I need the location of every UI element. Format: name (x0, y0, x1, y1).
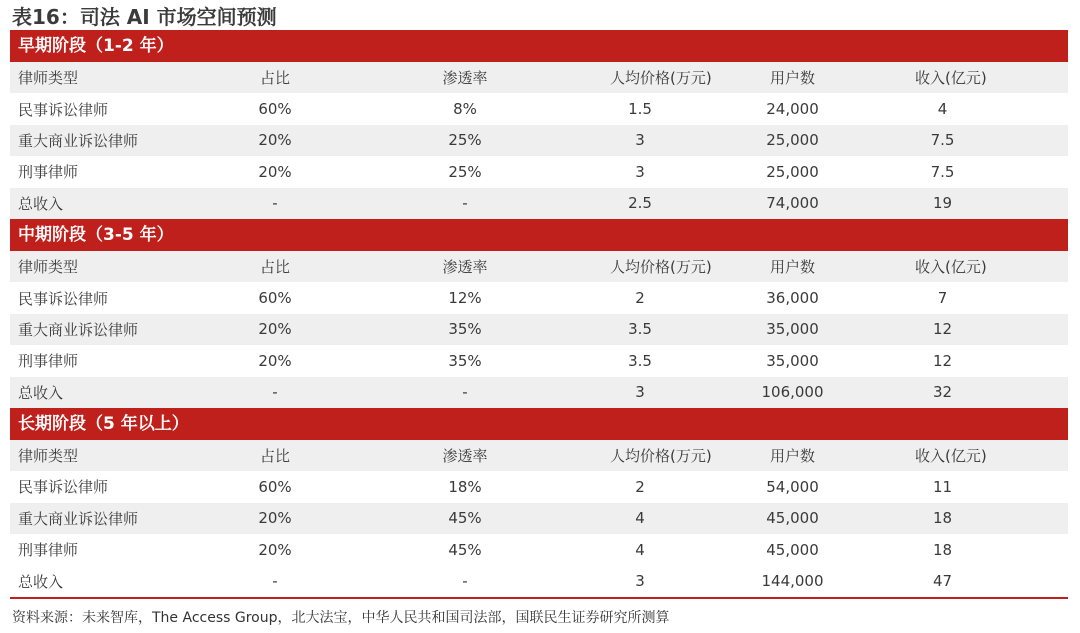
cell-type: 总收入 (18, 572, 64, 591)
column-header-row (10, 440, 1068, 471)
cell-share: 20% (258, 320, 292, 339)
column-header-row (10, 62, 1068, 93)
cell-price: 4 (635, 540, 645, 559)
table-row (10, 345, 1068, 376)
cell-users: 35,000 (766, 320, 819, 339)
total-row (10, 377, 1068, 408)
cell-price: 2 (635, 477, 645, 496)
col-share: 占比 (259, 69, 290, 88)
cell-type: 刑事律师 (18, 352, 79, 371)
cell-users: 25,000 (766, 162, 819, 181)
table-row (10, 282, 1068, 313)
cell-revenue: 4 (937, 100, 948, 119)
cell-revenue: 32 (932, 383, 953, 402)
table-row (10, 534, 1068, 565)
cell-price: 3 (635, 131, 645, 150)
cell-penetration: 12% (448, 289, 482, 308)
cell-share: 60% (258, 289, 292, 308)
cell-users: 74,000 (766, 194, 819, 213)
cell-revenue: 11 (932, 477, 953, 496)
table-bottom-rule (10, 597, 1068, 599)
cell-type: 刑事律师 (18, 541, 79, 560)
cell-users: 54,000 (766, 477, 819, 496)
cell-type: 民事诉讼律师 (18, 100, 109, 119)
col-lawyer-type: 律师类型 (18, 258, 79, 277)
col-lawyer-type: 律师类型 (18, 69, 79, 88)
cell-share: 20% (258, 509, 292, 528)
cell-share: 20% (258, 162, 292, 181)
col-revenue: 收入(亿元) (915, 258, 987, 277)
section-header: 长期阶段（5 年以上） (10, 408, 1068, 440)
cell-share: 20% (258, 351, 292, 370)
cell-revenue: 18 (932, 540, 953, 559)
cell-type: 刑事律师 (18, 163, 79, 182)
cell-penetration: - (462, 194, 468, 213)
cell-revenue: 19 (932, 194, 953, 213)
cell-share: - (272, 572, 278, 591)
cell-type: 总收入 (18, 383, 64, 402)
cell-penetration: 45% (448, 509, 482, 528)
cell-price: 4 (635, 509, 645, 528)
col-price: 人均价格(万元) (610, 447, 712, 466)
cell-revenue: 12 (932, 351, 953, 370)
cell-revenue: 7 (937, 289, 948, 308)
cell-revenue: 18 (932, 509, 953, 528)
table-row (10, 125, 1068, 156)
cell-revenue: 7.5 (930, 162, 955, 181)
cell-penetration: 8% (453, 100, 477, 119)
cell-share: 60% (258, 100, 292, 119)
column-header-row (10, 251, 1068, 282)
cell-users: 45,000 (766, 509, 819, 528)
cell-type: 民事诉讼律师 (18, 289, 109, 308)
cell-type: 重大商业诉讼律师 (18, 509, 139, 528)
table-title: 表16：司法 AI 市场空间预测 (12, 5, 277, 29)
col-penetration: 渗透率 (442, 69, 488, 88)
cell-users: 36,000 (766, 289, 819, 308)
cell-penetration: - (462, 383, 468, 402)
cell-users: 144,000 (761, 572, 824, 591)
total-row (10, 565, 1068, 596)
cell-users: 35,000 (766, 351, 819, 370)
cell-share: - (272, 383, 278, 402)
col-revenue: 收入(亿元) (915, 69, 987, 88)
table-row (10, 93, 1068, 124)
cell-penetration: 35% (448, 320, 482, 339)
cell-penetration: 45% (448, 540, 482, 559)
col-share: 占比 (259, 447, 290, 466)
market-forecast-table (10, 30, 1068, 599)
section-header: 中期阶段（3-5 年） (10, 219, 1068, 251)
table-row (10, 156, 1068, 187)
col-users: 用户数 (769, 69, 815, 88)
col-price: 人均价格(万元) (610, 258, 712, 277)
cell-penetration: 25% (448, 131, 482, 150)
col-revenue: 收入(亿元) (915, 447, 987, 466)
section-early (10, 30, 1068, 219)
table-row (10, 503, 1068, 534)
section-mid (10, 219, 1068, 408)
cell-share: 60% (258, 477, 292, 496)
table-row (10, 471, 1068, 502)
col-lawyer-type: 律师类型 (18, 447, 79, 466)
cell-price: 3 (635, 572, 645, 591)
cell-penetration: - (462, 572, 468, 591)
cell-users: 25,000 (766, 131, 819, 150)
cell-share: - (272, 194, 278, 213)
col-penetration: 渗透率 (442, 258, 488, 277)
cell-penetration: 18% (448, 477, 482, 496)
cell-type: 重大商业诉讼律师 (18, 131, 139, 150)
cell-price: 2 (635, 289, 645, 308)
cell-penetration: 35% (448, 351, 482, 370)
section-header: 早期阶段（1-2 年） (10, 30, 1068, 62)
col-users: 用户数 (769, 258, 815, 277)
cell-type: 总收入 (18, 194, 64, 213)
cell-price: 1.5 (628, 100, 652, 119)
cell-type: 民事诉讼律师 (18, 478, 109, 497)
cell-penetration: 25% (448, 162, 482, 181)
total-row (10, 188, 1068, 219)
cell-share: 20% (258, 131, 292, 150)
cell-type: 重大商业诉讼律师 (18, 320, 139, 339)
source-note: 资料来源：未来智库，The Access Group，北大法宝，中华人民共和国司法部，国联民生证券研究所测算 (12, 610, 670, 626)
cell-price: 3 (635, 162, 645, 181)
cell-revenue: 47 (932, 572, 953, 591)
cell-revenue: 12 (932, 320, 953, 339)
cell-revenue: 7.5 (930, 131, 955, 150)
col-users: 用户数 (769, 447, 815, 466)
col-price: 人均价格(万元) (610, 69, 712, 88)
col-share: 占比 (259, 258, 290, 277)
cell-price: 2.5 (628, 194, 652, 213)
cell-users: 106,000 (761, 383, 824, 402)
table-row (10, 314, 1068, 345)
col-penetration: 渗透率 (442, 447, 488, 466)
cell-users: 24,000 (766, 100, 819, 119)
cell-share: 20% (258, 540, 292, 559)
section-long (10, 408, 1068, 597)
cell-price: 3.5 (628, 320, 652, 339)
cell-price: 3.5 (628, 351, 652, 370)
cell-price: 3 (635, 383, 645, 402)
cell-users: 45,000 (766, 540, 819, 559)
